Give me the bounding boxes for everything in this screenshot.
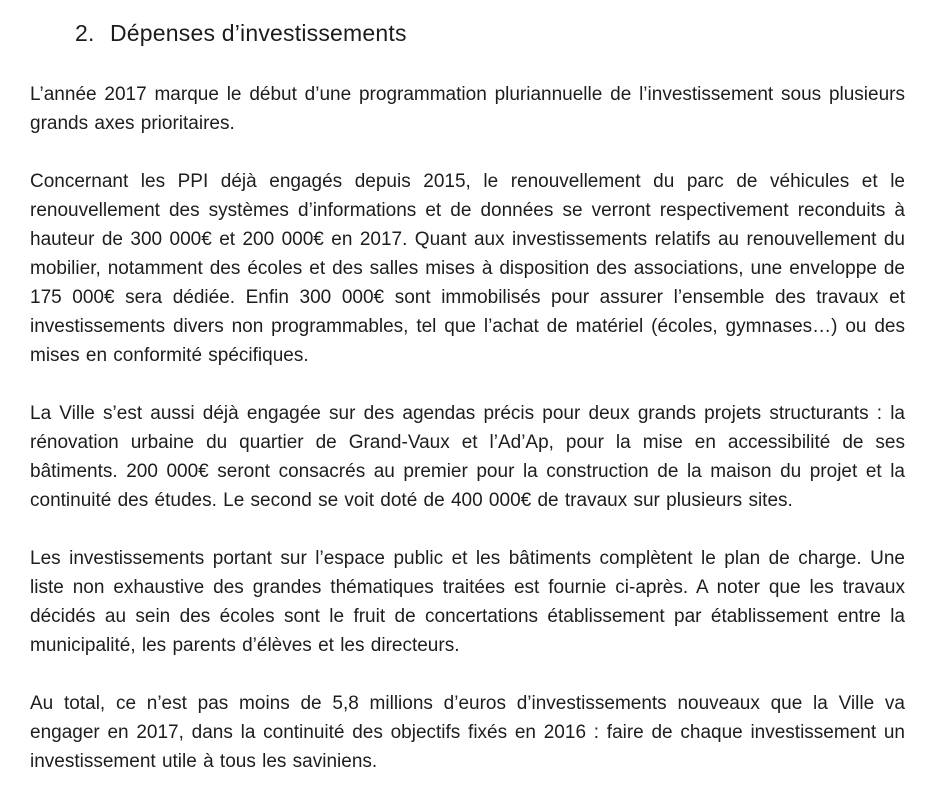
- body-paragraph: La Ville s’est aussi déjà engagée sur des agendas précis pour deux grands projets structurants : la rénovation urbaine du quartier de Grand-Vaux et l’Ad’Ap, pour la mise en accessibilité de ses bâtiments. 200 000€ seront consacrés au premier pour la construction de la maison du projet et la continuité des études. Le second se voit doté de 400 000€ de travaux sur plusieurs sites.: [30, 403, 905, 511]
- body-paragraph: Concernant les PPI déjà engagés depuis 2015, le renouvellement du parc de véhicules et le renouvellement des systèmes d’informations et de données se verront respectivement reconduits à hauteur de 300 000€ et 200 000€ en 2017. Quant aux investissements relatifs au renouvellement du mobilier, notamment des écoles et des salles mises à disposition des associations, une enveloppe de 175 000€ sera dédiée. Enfin 300 000€ sont immobilisés pour assurer l’ensemble des travaux et investissements divers non programmables, tel que l’achat de matériel (écoles, gymnases…) ou des mises en conformité spécifiques.: [30, 171, 905, 366]
- body-paragraph: Les investissements portant sur l’espace public et les bâtiments complètent le plan de charge. Une liste non exhaustive des grandes thématiques traitées est fournie ci-après. A noter que les travaux décidés au sein des écoles sont le fruit de concertations établissement par établissement entre la municipalité, les parents d’élèves et les directeurs.: [30, 548, 905, 656]
- document-body: [30, 80, 905, 776]
- body-paragraph: L’année 2017 marque le début d’une programmation pluriannuelle de l’investissement sous plusieurs grands axes prioritaires.: [30, 84, 905, 134]
- section-title: Dépenses d’investissements: [110, 20, 407, 46]
- section-number: 2.: [75, 20, 95, 46]
- section-heading: [75, 16, 905, 50]
- body-paragraph: Au total, ce n’est pas moins de 5,8 millions d’euros d’investissements nouveaux que la Ville va engager en 2017, dans la continuité des objectifs fixés en 2016 : faire de chaque investissement un investissement utile à tous les saviniens.: [30, 693, 905, 772]
